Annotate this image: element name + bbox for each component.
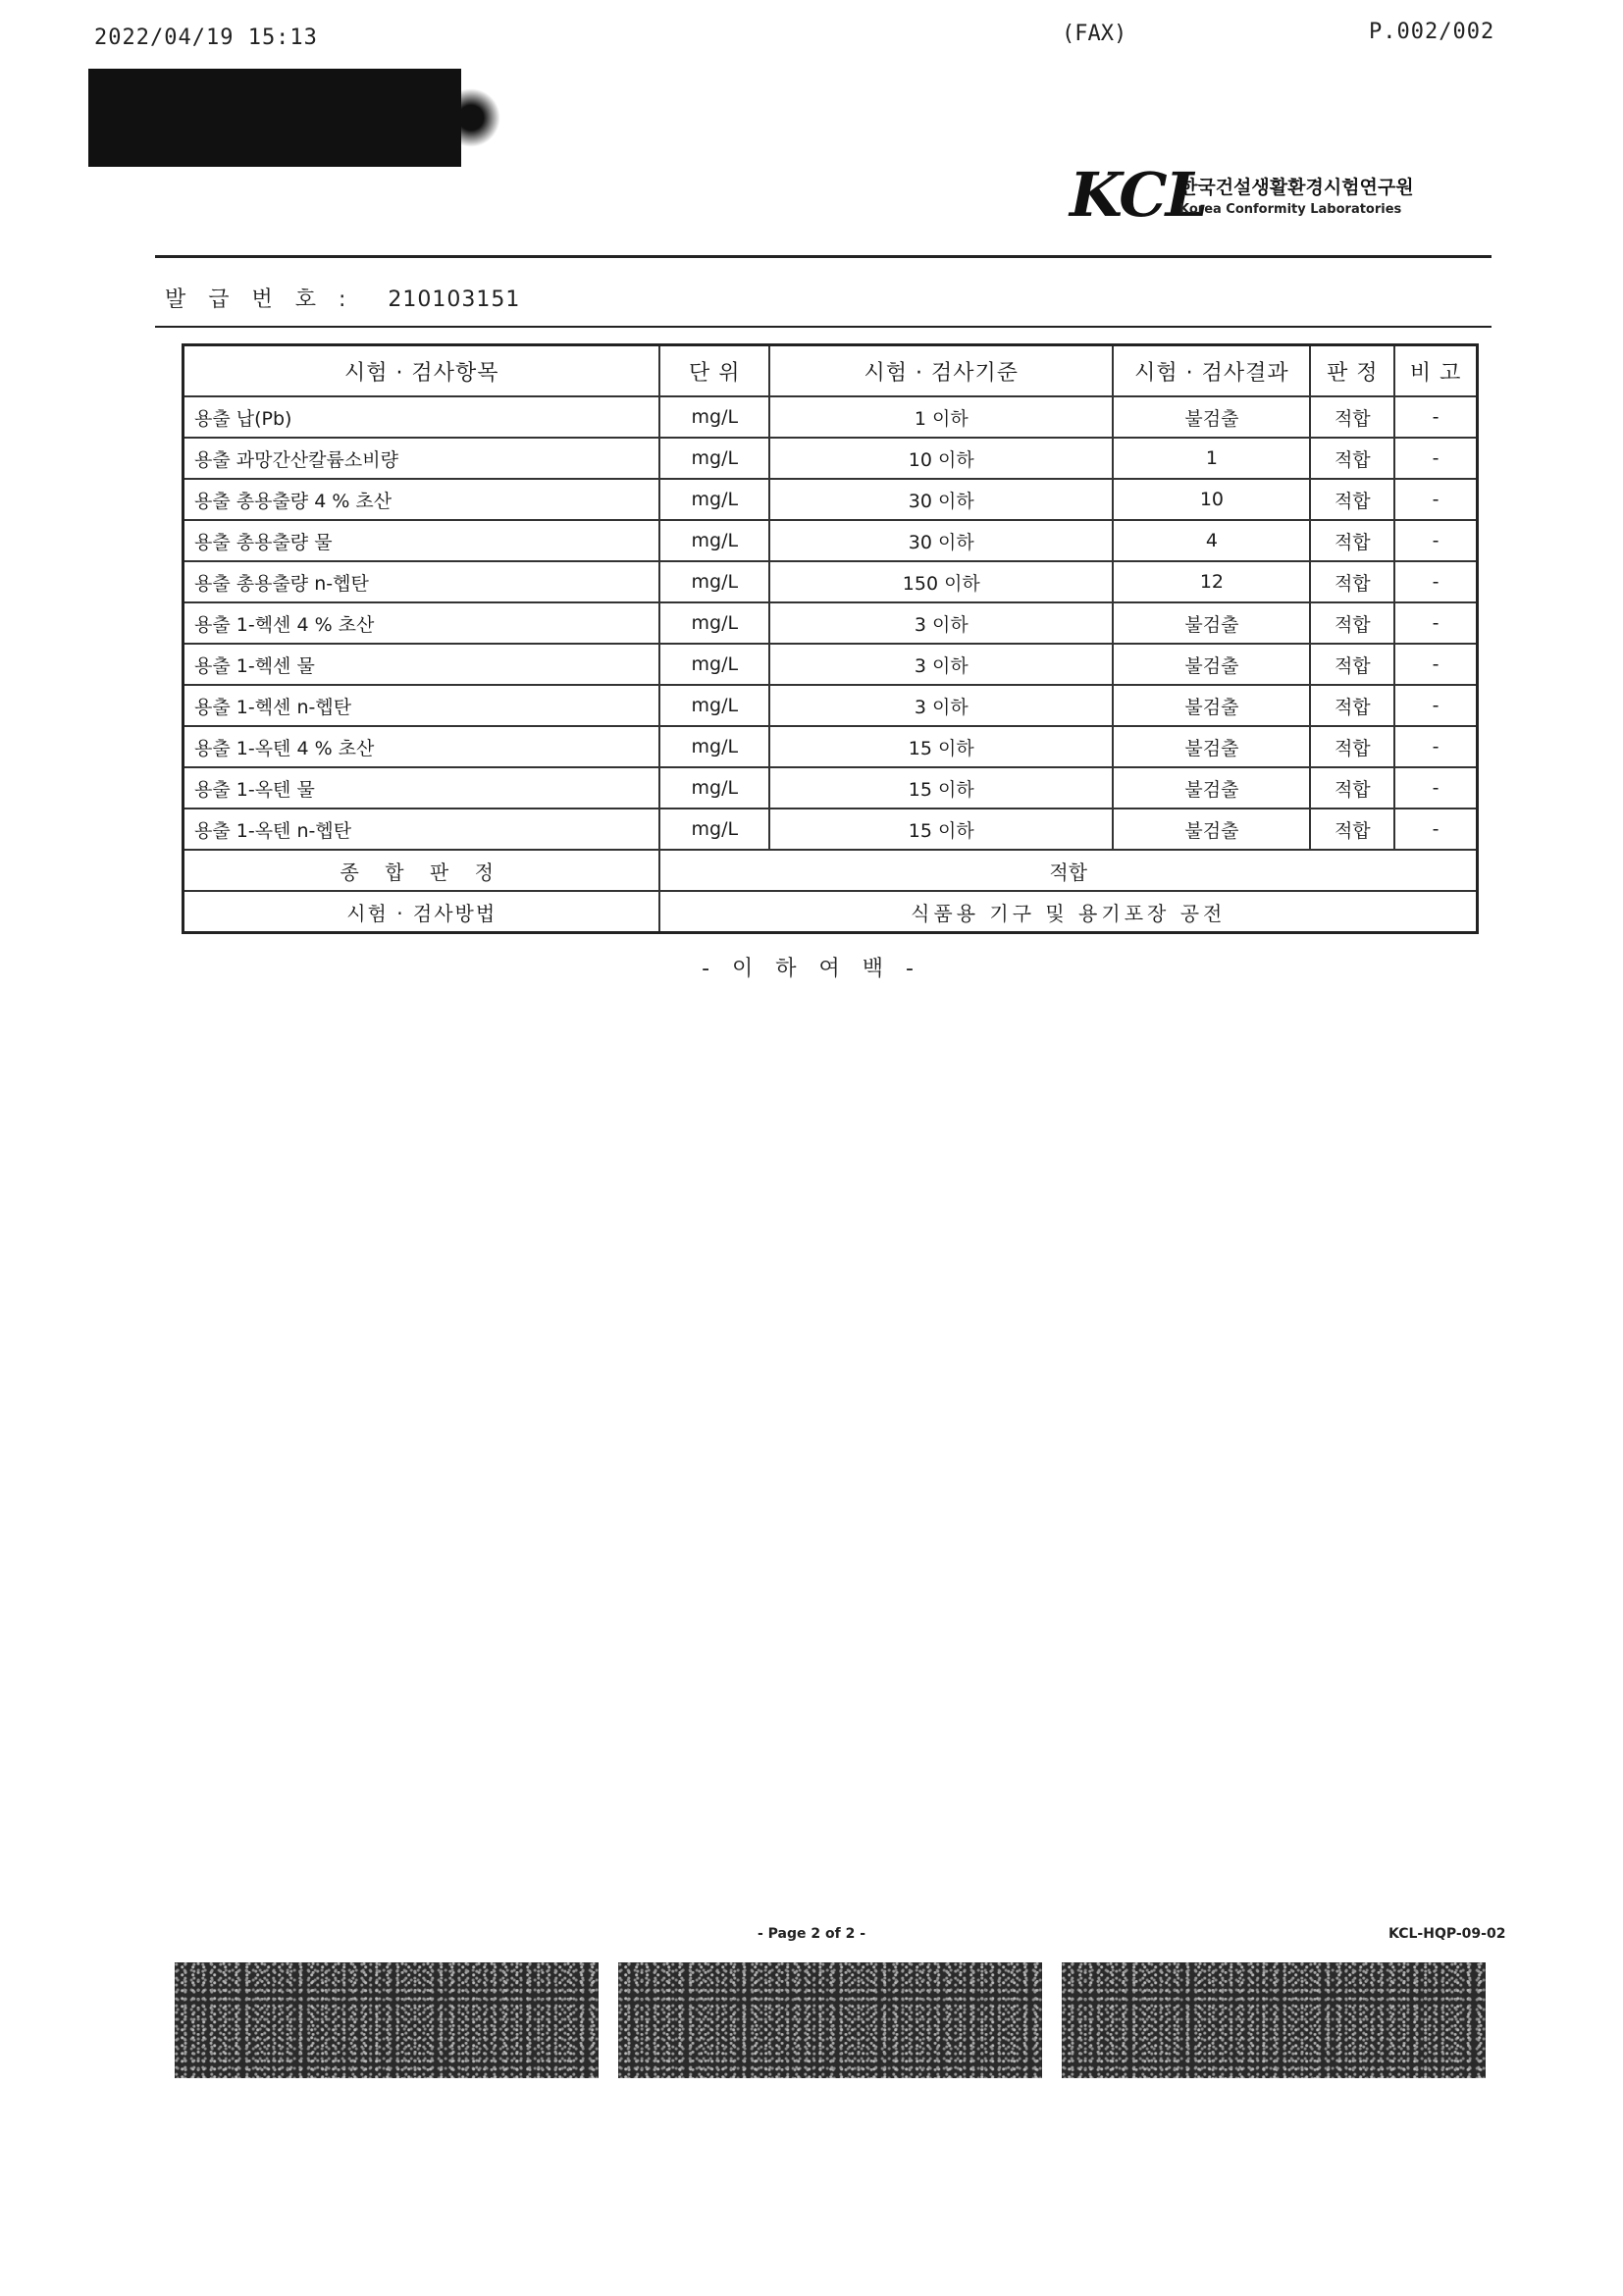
cell-test-item: 용출 1-옥텐 4 % 초산 xyxy=(183,726,660,767)
table-row xyxy=(183,438,1478,479)
table-row xyxy=(183,809,1478,850)
table-row xyxy=(183,767,1478,809)
table-header-row xyxy=(183,345,1478,397)
cell-judgment: 적합 xyxy=(1310,561,1394,602)
cell-test-item: 용출 총용출량 물 xyxy=(183,520,660,561)
logo-mark: KCL xyxy=(1070,159,1207,231)
cell-unit: mg/L xyxy=(659,602,769,644)
summary-label: 종 합 판 정 xyxy=(183,850,660,891)
method-value: 식품용 기구 및 용기포장 공전 xyxy=(659,891,1477,933)
cell-result: 1 xyxy=(1113,438,1310,479)
cell-test-item: 용출 1-헥센 4 % 초산 xyxy=(183,602,660,644)
cell-judgment: 적합 xyxy=(1310,809,1394,850)
test-results-table xyxy=(182,343,1479,934)
cell-unit: mg/L xyxy=(659,479,769,520)
cell-note: - xyxy=(1394,685,1477,726)
logo-name-korean: 한국건설생활환경시험연구원 xyxy=(1179,177,1414,198)
table-row xyxy=(183,644,1478,685)
cell-result: 10 xyxy=(1113,479,1310,520)
cell-unit: mg/L xyxy=(659,520,769,561)
method-label: 시험 · 검사방법 xyxy=(183,891,660,933)
cell-judgment: 적합 xyxy=(1310,726,1394,767)
redacted-sender-block xyxy=(88,69,461,167)
issue-divider xyxy=(155,326,1492,328)
cell-standard: 15 이하 xyxy=(769,726,1113,767)
fax-datetime: 2022/04/19 15:13 xyxy=(94,26,318,50)
header-result: 시험 · 검사결과 xyxy=(1113,345,1310,397)
cell-standard: 3 이하 xyxy=(769,685,1113,726)
cell-test-item: 용출 납(Pb) xyxy=(183,396,660,438)
issue-number-label: 발 급 번 호 : xyxy=(165,287,354,312)
table-row xyxy=(183,602,1478,644)
method-row xyxy=(183,891,1478,933)
cell-result: 4 xyxy=(1113,520,1310,561)
cell-standard: 150 이하 xyxy=(769,561,1113,602)
issue-number-row xyxy=(165,283,520,313)
cell-result: 불검출 xyxy=(1113,809,1310,850)
cell-test-item: 용출 총용출량 n-헵탄 xyxy=(183,561,660,602)
cell-test-item: 용출 1-옥텐 n-헵탄 xyxy=(183,809,660,850)
cell-judgment: 적합 xyxy=(1310,396,1394,438)
fax-label: (FAX) xyxy=(1062,22,1127,46)
cell-standard: 3 이하 xyxy=(769,644,1113,685)
cell-test-item: 용출 과망간산칼륨소비량 xyxy=(183,438,660,479)
kcl-logo xyxy=(1070,159,1462,237)
cell-result: 불검출 xyxy=(1113,726,1310,767)
cell-note: - xyxy=(1394,561,1477,602)
cell-note: - xyxy=(1394,479,1477,520)
cell-judgment: 적합 xyxy=(1310,767,1394,809)
cell-test-item: 용출 1-헥센 n-헵탄 xyxy=(183,685,660,726)
footer-page-number: - Page 2 of 2 - xyxy=(757,1926,866,1942)
cell-unit: mg/L xyxy=(659,561,769,602)
redacted-footer-block xyxy=(618,1962,1042,2078)
cell-result: 불검출 xyxy=(1113,396,1310,438)
cell-test-item: 용출 1-옥텐 물 xyxy=(183,767,660,809)
cell-note: - xyxy=(1394,767,1477,809)
cell-test-item: 용출 1-헥센 물 xyxy=(183,644,660,685)
header-unit: 단 위 xyxy=(659,345,769,397)
footer-form-code: KCL-HQP-09-02 xyxy=(1388,1926,1506,1942)
cell-note: - xyxy=(1394,809,1477,850)
table-row xyxy=(183,520,1478,561)
table-row xyxy=(183,396,1478,438)
header-divider xyxy=(155,255,1492,258)
cell-judgment: 적합 xyxy=(1310,479,1394,520)
cell-standard: 30 이하 xyxy=(769,479,1113,520)
cell-unit: mg/L xyxy=(659,726,769,767)
cell-result: 불검출 xyxy=(1113,685,1310,726)
cell-note: - xyxy=(1394,396,1477,438)
table-row xyxy=(183,726,1478,767)
cell-judgment: 적합 xyxy=(1310,438,1394,479)
redacted-footer-block xyxy=(1062,1962,1486,2078)
cell-result: 12 xyxy=(1113,561,1310,602)
cell-test-item: 용출 총용출량 4 % 초산 xyxy=(183,479,660,520)
cell-standard: 1 이하 xyxy=(769,396,1113,438)
cell-note: - xyxy=(1394,726,1477,767)
end-of-content-marker: - 이 하 여 백 - xyxy=(702,957,921,981)
cell-standard: 3 이하 xyxy=(769,602,1113,644)
fax-page-number: P.002/002 xyxy=(1369,20,1495,44)
summary-value: 적합 xyxy=(659,850,1477,891)
cell-standard: 15 이하 xyxy=(769,767,1113,809)
cell-unit: mg/L xyxy=(659,685,769,726)
header-test-item: 시험 · 검사항목 xyxy=(183,345,660,397)
cell-judgment: 적합 xyxy=(1310,644,1394,685)
cell-note: - xyxy=(1394,520,1477,561)
cell-unit: mg/L xyxy=(659,396,769,438)
table-row xyxy=(183,561,1478,602)
logo-name-english: Korea Conformity Laboratories xyxy=(1179,202,1402,217)
cell-note: - xyxy=(1394,602,1477,644)
header-judgment: 판 정 xyxy=(1310,345,1394,397)
cell-unit: mg/L xyxy=(659,809,769,850)
cell-judgment: 적합 xyxy=(1310,602,1394,644)
cell-standard: 15 이하 xyxy=(769,809,1113,850)
table-row xyxy=(183,479,1478,520)
cell-unit: mg/L xyxy=(659,644,769,685)
fax-header xyxy=(0,20,1623,59)
cell-result: 불검출 xyxy=(1113,602,1310,644)
cell-note: - xyxy=(1394,438,1477,479)
cell-note: - xyxy=(1394,644,1477,685)
redacted-footer-block xyxy=(175,1962,599,2078)
cell-result: 불검출 xyxy=(1113,767,1310,809)
cell-unit: mg/L xyxy=(659,767,769,809)
cell-result: 불검출 xyxy=(1113,644,1310,685)
header-standard: 시험 · 검사기준 xyxy=(769,345,1113,397)
cell-standard: 10 이하 xyxy=(769,438,1113,479)
cell-judgment: 적합 xyxy=(1310,520,1394,561)
cell-unit: mg/L xyxy=(659,438,769,479)
header-note: 비 고 xyxy=(1394,345,1477,397)
cell-standard: 30 이하 xyxy=(769,520,1113,561)
summary-row xyxy=(183,850,1478,891)
table-row xyxy=(183,685,1478,726)
cell-judgment: 적합 xyxy=(1310,685,1394,726)
issue-number-value: 210103151 xyxy=(388,287,521,312)
